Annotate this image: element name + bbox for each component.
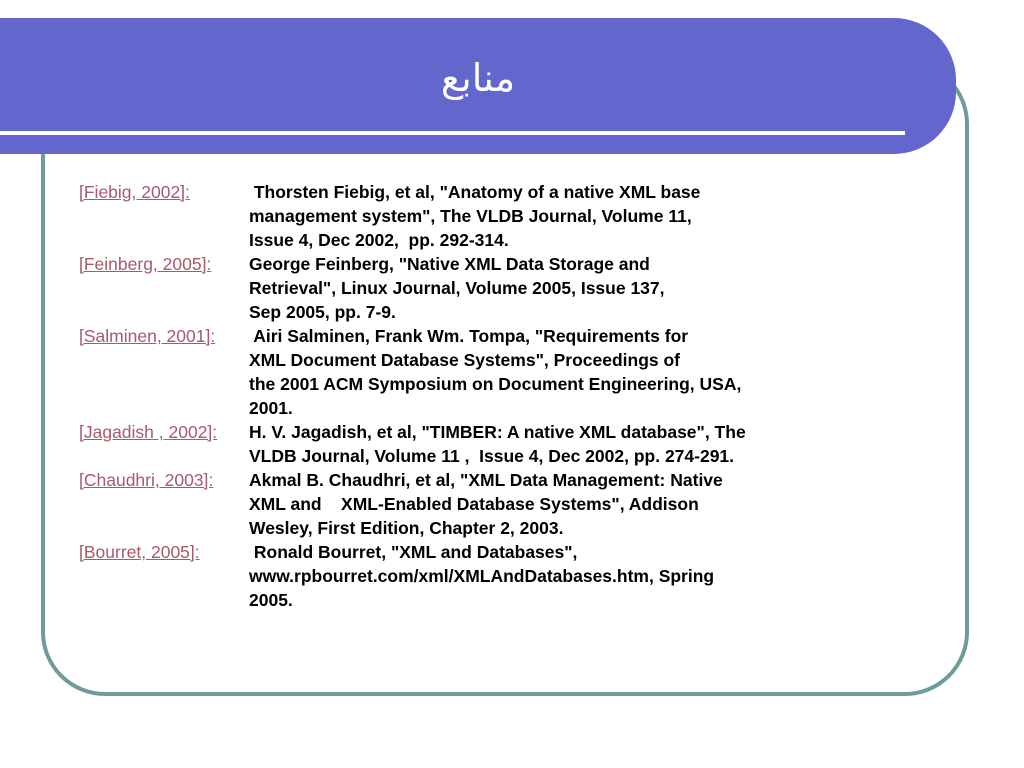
reference-text-line: Retrieval", Linux Journal, Volume 2005, Issue 137, <box>249 278 665 298</box>
reference-item <box>79 180 879 252</box>
reference-text-line: the 2001 ACM Symposium on Document Engineering, USA, <box>249 374 742 394</box>
reference-item <box>79 468 879 540</box>
reference-cite-link[interactable]: [Chaudhri, 2003]: <box>79 470 214 490</box>
reference-cite-link[interactable]: [Feinberg, 2005]: <box>79 254 212 274</box>
reference-text-line: Thorsten Fiebig, et al, "Anatomy of a native XML base <box>249 182 701 202</box>
reference-item <box>79 540 879 612</box>
reference-item <box>79 252 879 324</box>
reference-item <box>79 420 879 468</box>
reference-cite-link[interactable]: [Fiebig, 2002]: <box>79 182 190 202</box>
reference-text-line: H. V. Jagadish, et al, "TIMBER: A native XML database", The <box>249 422 746 442</box>
reference-text-line: Ronald Bourret, "XML and Databases", <box>249 542 578 562</box>
reference-text-line: Akmal B. Chaudhri, et al, "XML Data Management: Native <box>249 470 723 490</box>
reference-text-line: 2005. <box>249 590 293 610</box>
reference-cite-link[interactable]: [Jagadish , 2002]: <box>79 422 218 442</box>
reference-text-line: VLDB Journal, Volume 11 , Issue 4, Dec 2002, pp. 274-291. <box>249 446 735 466</box>
reference-text-line: 2001. <box>249 398 293 418</box>
reference-text-line: Issue 4, Dec 2002, pp. 292-314. <box>249 230 509 250</box>
reference-text-line: XML Document Database Systems", Proceedings of <box>249 350 681 370</box>
reference-text-line: management system", The VLDB Journal, Volume 11, <box>249 206 692 226</box>
reference-text-line: www.rpbourret.com/xml/XMLAndDatabases.htm, Spring <box>249 566 715 586</box>
reference-text-line: George Feinberg, "Native XML Data Storage and <box>249 254 650 274</box>
reference-cite-link[interactable]: [Bourret, 2005]: <box>79 542 200 562</box>
title-underline <box>0 131 905 135</box>
reference-text-line: Wesley, First Edition, Chapter 2, 2003. <box>249 518 564 538</box>
slide-title: منابع <box>440 56 516 100</box>
reference-text-line: XML and XML-Enabled Database Systems", Addison <box>249 494 699 514</box>
reference-list <box>79 180 879 612</box>
reference-item <box>79 324 879 420</box>
reference-text-line: Airi Salminen, Frank Wm. Tompa, "Requirements for <box>249 326 689 346</box>
reference-text-line: Sep 2005, pp. 7-9. <box>249 302 396 322</box>
reference-cite-link[interactable]: [Salminen, 2001]: <box>79 326 216 346</box>
